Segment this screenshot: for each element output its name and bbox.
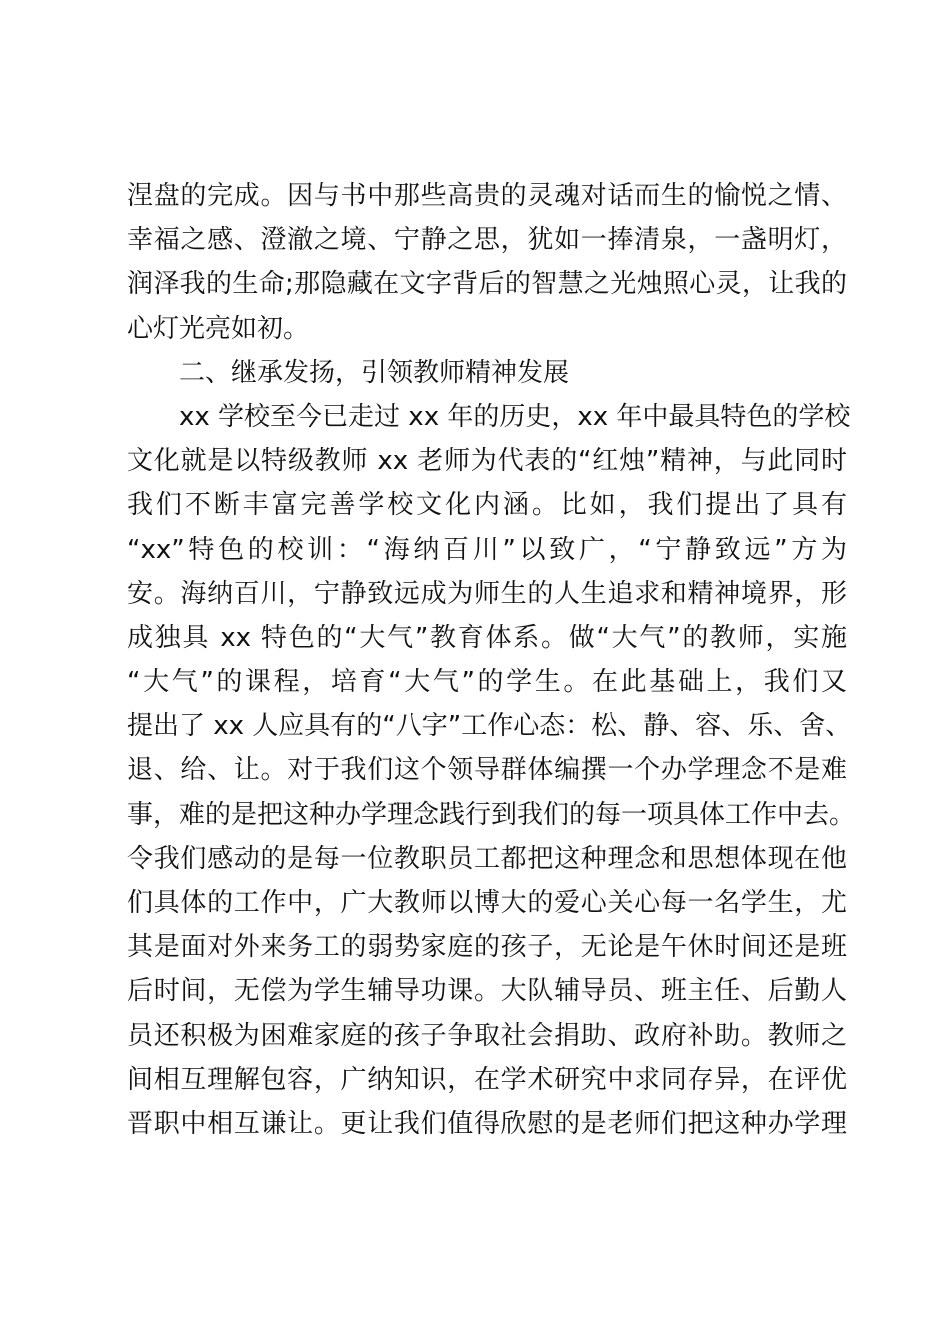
paragraph-line: 润泽我的生命;那隐藏在文字背后的智慧之光烛照心灵，让我的: [127, 269, 847, 300]
paragraph-line: 涅盘的完成。因与书中那些高贵的灵魂对话而生的愉悦之情、: [127, 181, 847, 211]
paragraph-line: “大气”的课程，培育“大气”的学生。在此基础上，我们又: [127, 667, 847, 698]
paragraph-line: 员还积极为困难家庭的孩子争取社会捐助、政府补助。教师之: [127, 1020, 847, 1051]
paragraph-line: “xx”特色的校训：“海纳百川”以致广，“宁静致远”方为: [127, 534, 847, 565]
section-heading: 二、继承发扬，引领教师精神发展: [179, 357, 570, 388]
paragraph-line: 成独具 xx 特色的“大气”教育体系。做“大气”的教师，实施: [127, 622, 847, 653]
paragraph-line: xx 学校至今已走过 xx 年的历史，xx 年中最具特色的学校: [179, 401, 851, 432]
paragraph-line: 其是面对外来务工的弱势家庭的孩子，无论是午休时间还是班: [127, 932, 847, 963]
paragraph-line: 后时间，无偿为学生辅导功课。大队辅导员、班主任、后勤人: [127, 976, 847, 1007]
paragraph-line: 令我们感动的是每一位教职员工都把这种理念和思想体现在他: [127, 843, 847, 874]
paragraph-line: 间相互理解包容，广纳知识，在学术研究中求同存异，在评优: [127, 1064, 847, 1095]
document-body: [127, 174, 856, 1146]
paragraph-line: 事，难的是把这种办学理念践行到我们的每一项具体工作中去。: [127, 799, 856, 830]
paragraph-line: 我们不断丰富完善学校文化内涵。比如，我们提出了具有: [127, 490, 847, 521]
paragraph-line: 文化就是以特级教师 xx 老师为代表的“红烛”精神，与此同时: [127, 446, 847, 477]
paragraph-line: 退、给、让。对于我们这个领导群体编撰一个办学理念不是难: [127, 755, 847, 786]
paragraph-line: 晋职中相互谦让。更让我们值得欣慰的是老师们把这种办学理: [127, 1108, 847, 1139]
paragraph-line: 安。海纳百川，宁静致远成为师生的人生追求和精神境界，形: [127, 578, 847, 609]
paragraph-line: 心灯光亮如初。: [127, 313, 310, 344]
paragraph-line: 提出了 xx 人应具有的“八字”工作心态：松、静、容、乐、舍、: [127, 711, 852, 742]
paragraph-line: 们具体的工作中，广大教师以博大的爱心关心每一名学生，尤: [127, 888, 847, 918]
paragraph-line: 幸福之感、澄澈之境、宁静之思，犹如一捧清泉，一盏明灯，: [127, 225, 847, 256]
